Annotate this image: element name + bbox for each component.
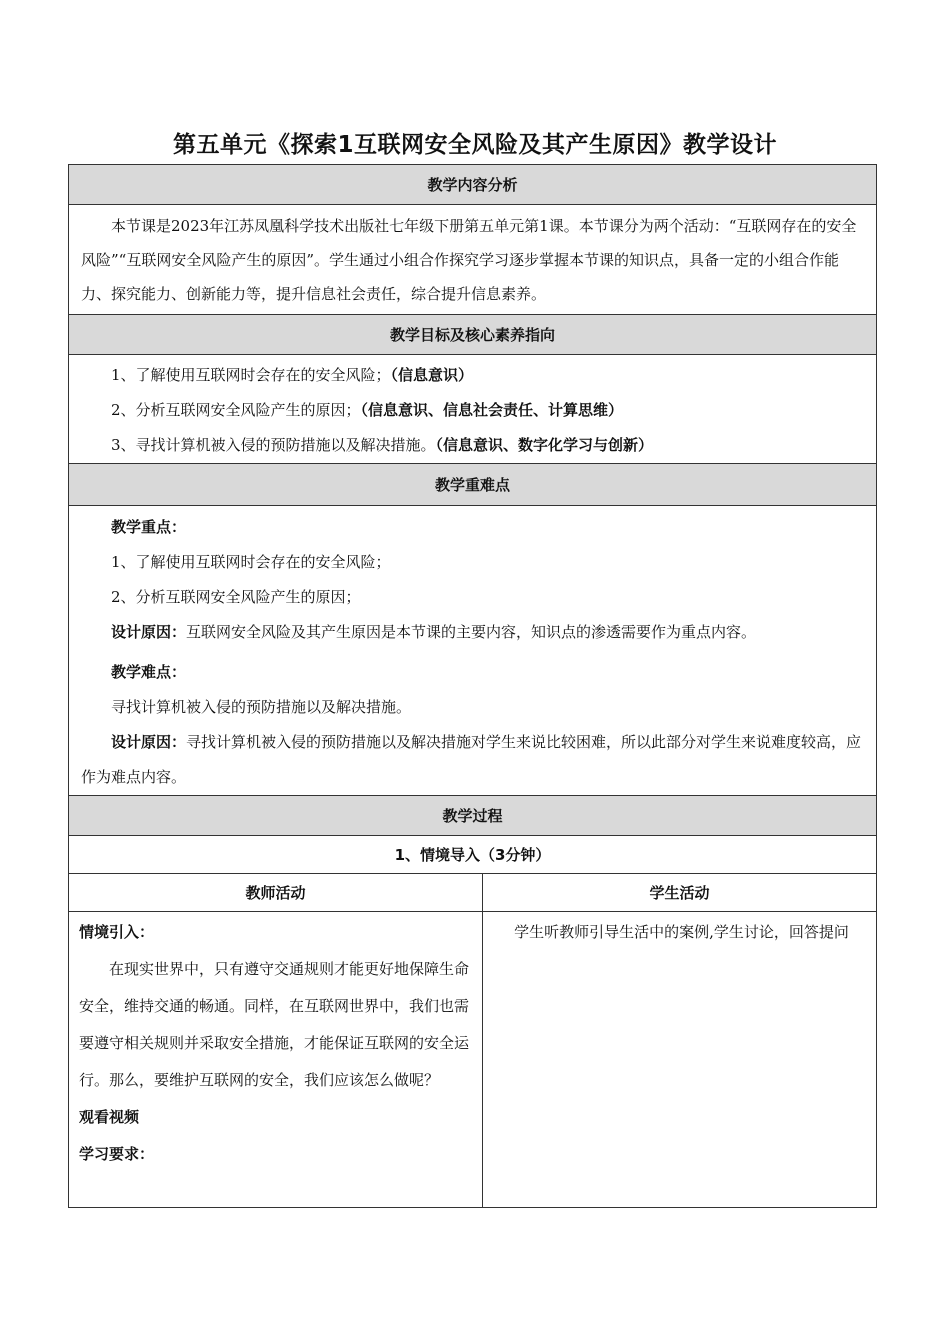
key-points-heading: 教学重难点 bbox=[69, 464, 877, 506]
step-title: 1、情境导入（3分钟） bbox=[69, 836, 877, 874]
content-analysis-text: 本节课是2023年江苏凤凰科学技术出版社七年级下册第五单元第1课。本节课分为两个活动：“互联网存在的安全风险”“互联网安全风险产生的原因”。学生通过小组合作探究学习逐步掌握本节课的知识点，具备一定的小组合作能力、探究能力、创新能力等，提升信息社会责任，综合提升信息素养。 bbox=[81, 217, 857, 303]
goal-item: 2、分析互联网安全风险产生的原因；（信息意识、信息社会责任、计算思维） bbox=[111, 401, 624, 419]
content-analysis-row bbox=[69, 205, 877, 315]
goal-item: 1、了解使用互联网时会存在的安全风险；（信息意识） bbox=[111, 366, 474, 384]
goals-heading: 教学目标及核心素养指向 bbox=[69, 315, 877, 355]
goals-header-row bbox=[69, 315, 877, 355]
activity-row bbox=[69, 912, 877, 1208]
goal-item: 3、寻找计算机被入侵的预防措施以及解决措施。（信息意识、数字化学习与创新） bbox=[111, 436, 654, 454]
process-heading: 教学过程 bbox=[69, 796, 877, 836]
difficult-reason: 设计原因：寻找计算机被入侵的预防措施以及解决措施对学生来说比较困难，所以此部分对学生来说难度较高，应作为难点内容。 bbox=[81, 733, 862, 786]
process-header-row bbox=[69, 796, 877, 836]
key-reason: 设计原因：互联网安全风险及其产生原因是本节课的主要内容，知识点的渗透需要作为重点内容。 bbox=[111, 623, 757, 641]
goals-row bbox=[69, 355, 877, 464]
student-activity-text: 学生听教师引导生活中的案例,学生讨论，回答提问 bbox=[514, 923, 849, 941]
video-label: 观看视频 bbox=[79, 1108, 140, 1126]
student-activity-cell bbox=[483, 912, 877, 1208]
key-point-item: 2、分析互联网安全风险产生的原因； bbox=[111, 588, 361, 606]
difficult-point-label: 教学难点： bbox=[111, 663, 187, 681]
teacher-activity-cell bbox=[69, 912, 483, 1208]
requirements-label: 学习要求： bbox=[79, 1145, 155, 1163]
key-points-header-row bbox=[69, 464, 877, 506]
teacher-activity-header: 教师活动 bbox=[69, 874, 483, 912]
document-title: 第五单元《探索1互联网安全风险及其产生原因》教学设计 bbox=[172, 132, 777, 158]
key-point-item: 1、了解使用互联网时会存在的安全风险； bbox=[111, 553, 391, 571]
lesson-plan-table bbox=[68, 164, 877, 1208]
key-point-label: 教学重点： bbox=[111, 518, 187, 536]
content-analysis-heading: 教学内容分析 bbox=[69, 165, 877, 205]
intro-text: 在现实世界中，只有遵守交通规则才能更好地保障生命安全，维持交通的畅通。同样，在互联网世界中，我们也需要遵守相关规则并采取安全措施，才能保证互联网的安全运行。那么，要维护互联网的安全，我们应该怎么做呢？ bbox=[79, 960, 470, 1089]
intro-label: 情境引入： bbox=[79, 923, 155, 941]
step-row bbox=[69, 836, 877, 874]
key-points-row bbox=[69, 506, 877, 796]
content-analysis-header-row bbox=[69, 165, 877, 205]
activity-columns-row bbox=[69, 874, 877, 912]
student-activity-header: 学生活动 bbox=[483, 874, 877, 912]
difficult-point-item: 寻找计算机被入侵的预防措施以及解决措施。 bbox=[111, 698, 412, 716]
